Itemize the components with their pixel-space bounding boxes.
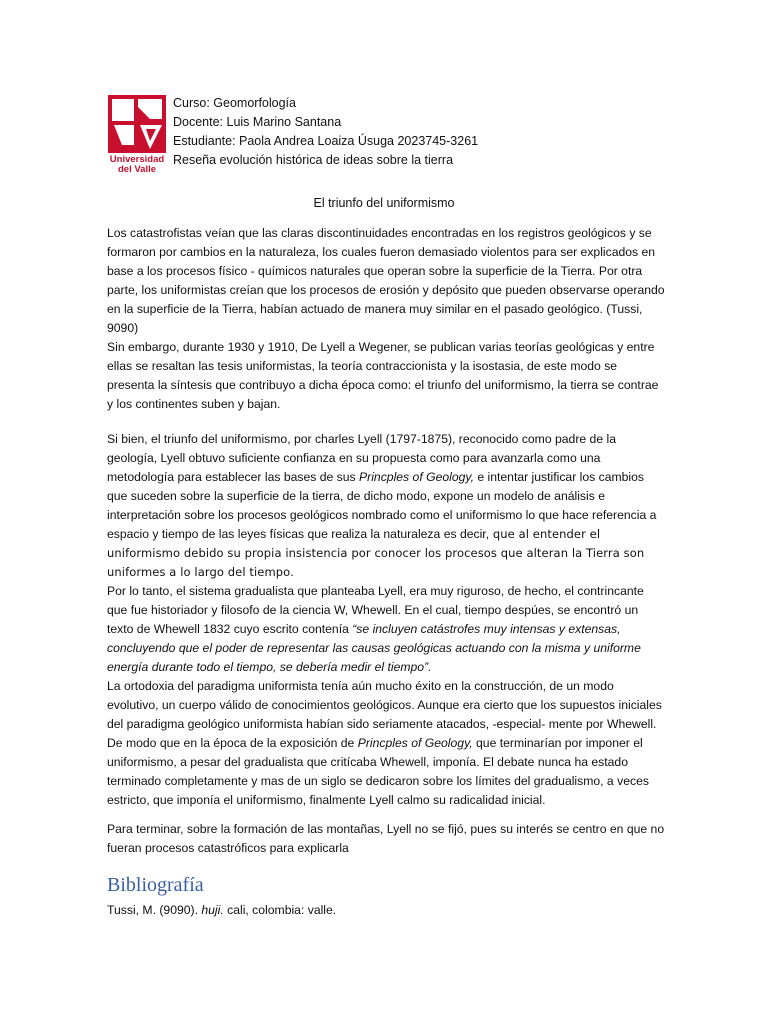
header-info xyxy=(173,94,478,170)
paragraph-7: Para terminar, sobre la formación de las montañas, Lyell no se fijó, pues su interés se centro en que no fueran procesos catastróficos para explicarla xyxy=(107,822,665,855)
paragraph-3-small-text: que al entender el uniformismo debido su propia insistencia por conocer los procesos que alteran la Tierra son uniformes a lo largo del tiempo. xyxy=(107,527,645,579)
logo-text-line1: Universidad xyxy=(109,154,165,165)
university-logo xyxy=(108,95,166,181)
logo-mark-icon xyxy=(108,95,166,153)
paragraph-6 xyxy=(107,734,667,810)
bibliography-entry-a: Tussi, M. (9090). xyxy=(107,903,202,917)
logo-text-line2: del Valle xyxy=(117,164,157,175)
paragraph-6-text-b: que terminarían por imponer el uniformismo, a pesar del gradualista que critícaba Whewell, imponía. El debate nunca ha estado terminado completamente y mas de un siglo se dedicaron sobre los límites del gradualismo, a veces estricto, que imponía el uniformismo, finalmente Lyell calmo su radicalidad inicial. xyxy=(107,736,649,807)
paragraph-5: La ortodoxia del paradigma uniformista tenía aún mucho éxito en la construcción, de un modo evolutivo, un cuerpo válido de conocimientos geológicos. Aunque era cierto que los supuestos iniciales del paradigma geológico uniformista habían sido seriamente atacados, -especial- mente por Whewell. xyxy=(107,679,662,731)
paragraph-3 xyxy=(107,430,667,582)
paragraph-4-text-a: Por lo tanto, el sistema gradualista que planteaba Lyell, era muy riguroso, de hecho, el contrincante que fue historiador y filosofo de la ciencia W, Whewell. En el cual, tiempo despúes, se encontró un texto de Whewell 1832 cuyo escrito contenía xyxy=(107,584,644,636)
document-title: El triunfo del uniformismo xyxy=(313,196,455,210)
bibliography-entry-b: cali, colombia: valle. xyxy=(223,903,337,917)
paragraph-2: Sin embargo, durante 1930 y 1910, De Lyell a Wegener, se publican varias teorías geológicas y entre ellas se resaltan las tesis uniformistas, la teoría contraccionista y la isostasia, de este modo se presenta la síntesis que contribuyo a dicha época como: el triunfo del uniformismo, la tierra se contrae y los continentes suben y bajan. xyxy=(107,340,659,411)
book-title-italic: Princples of Geology, xyxy=(359,470,474,484)
review-topic-line: Reseña evolución histórica de ideas sobre la tierra xyxy=(173,153,454,167)
bibliography-entry xyxy=(107,903,336,917)
book-title-italic-2: Princples of Geology, xyxy=(357,736,473,750)
paragraph-spacer-2 xyxy=(107,810,667,820)
paragraph-spacer xyxy=(107,414,667,430)
bibliography-entry-title: huji. xyxy=(201,903,224,917)
course-line: Curso: Geomorfología xyxy=(173,96,296,110)
paragraph-4 xyxy=(107,582,667,677)
paragraph-1: Los catastrofistas veían que las claras discontinuidades encontradas en los registros geológicos y se formaron por cambios en la naturaleza, los cuales fueron demasiado violentos para ser explicados en base a los procesos físico - químicos naturales que operan sobre la superficie de la Tierra. Por otra parte, los uniformistas creían que los procesos de erosión y depósito que pueden observarse operando en la superficie de la Tierra, habían actuado de manera muy similar en el pasado geológico. (Tussi, 9090) xyxy=(107,226,665,335)
teacher-line: Docente: Luis Marino Santana xyxy=(173,115,342,129)
whewell-quote: “se incluyen catástrofes muy intensas y extensas, concluyendo que el poder de representar las causas geológicas actuando con la misma y uniforme energía durante todo el tiempo, se debería medir el tiempo”. xyxy=(107,622,641,674)
student-line: Estudiante: Paola Andrea Loaiza Úsuga 2023745-3261 xyxy=(173,134,479,148)
paragraph-3-text-a: Si bien, el triunfo del uniformismo, por charles Lyell (1797-1875), reconocido como padre de la geología, Lyell obtuvo suficiente confianza en su propuesta como para avanzarla como una metodología para establecer las bases de sus xyxy=(107,432,616,484)
document-body xyxy=(107,224,667,858)
bibliography-heading: Bibliografía xyxy=(107,874,204,896)
paragraph-3-text-b: e intentar justificar los cambios que suceden sobre la superficie de la tierra, de dicho modo, expone un modelo de análisis e interpretación sobre los procesos geológicos nombrado como el uniformismo lo que hace referencia a espacio y tiempo de las leyes físicas que realiza la naturaleza es decir, xyxy=(107,470,657,541)
paragraph-6-text-a: De modo que en la época de la exposición de xyxy=(107,736,358,750)
logo-text xyxy=(108,155,166,175)
